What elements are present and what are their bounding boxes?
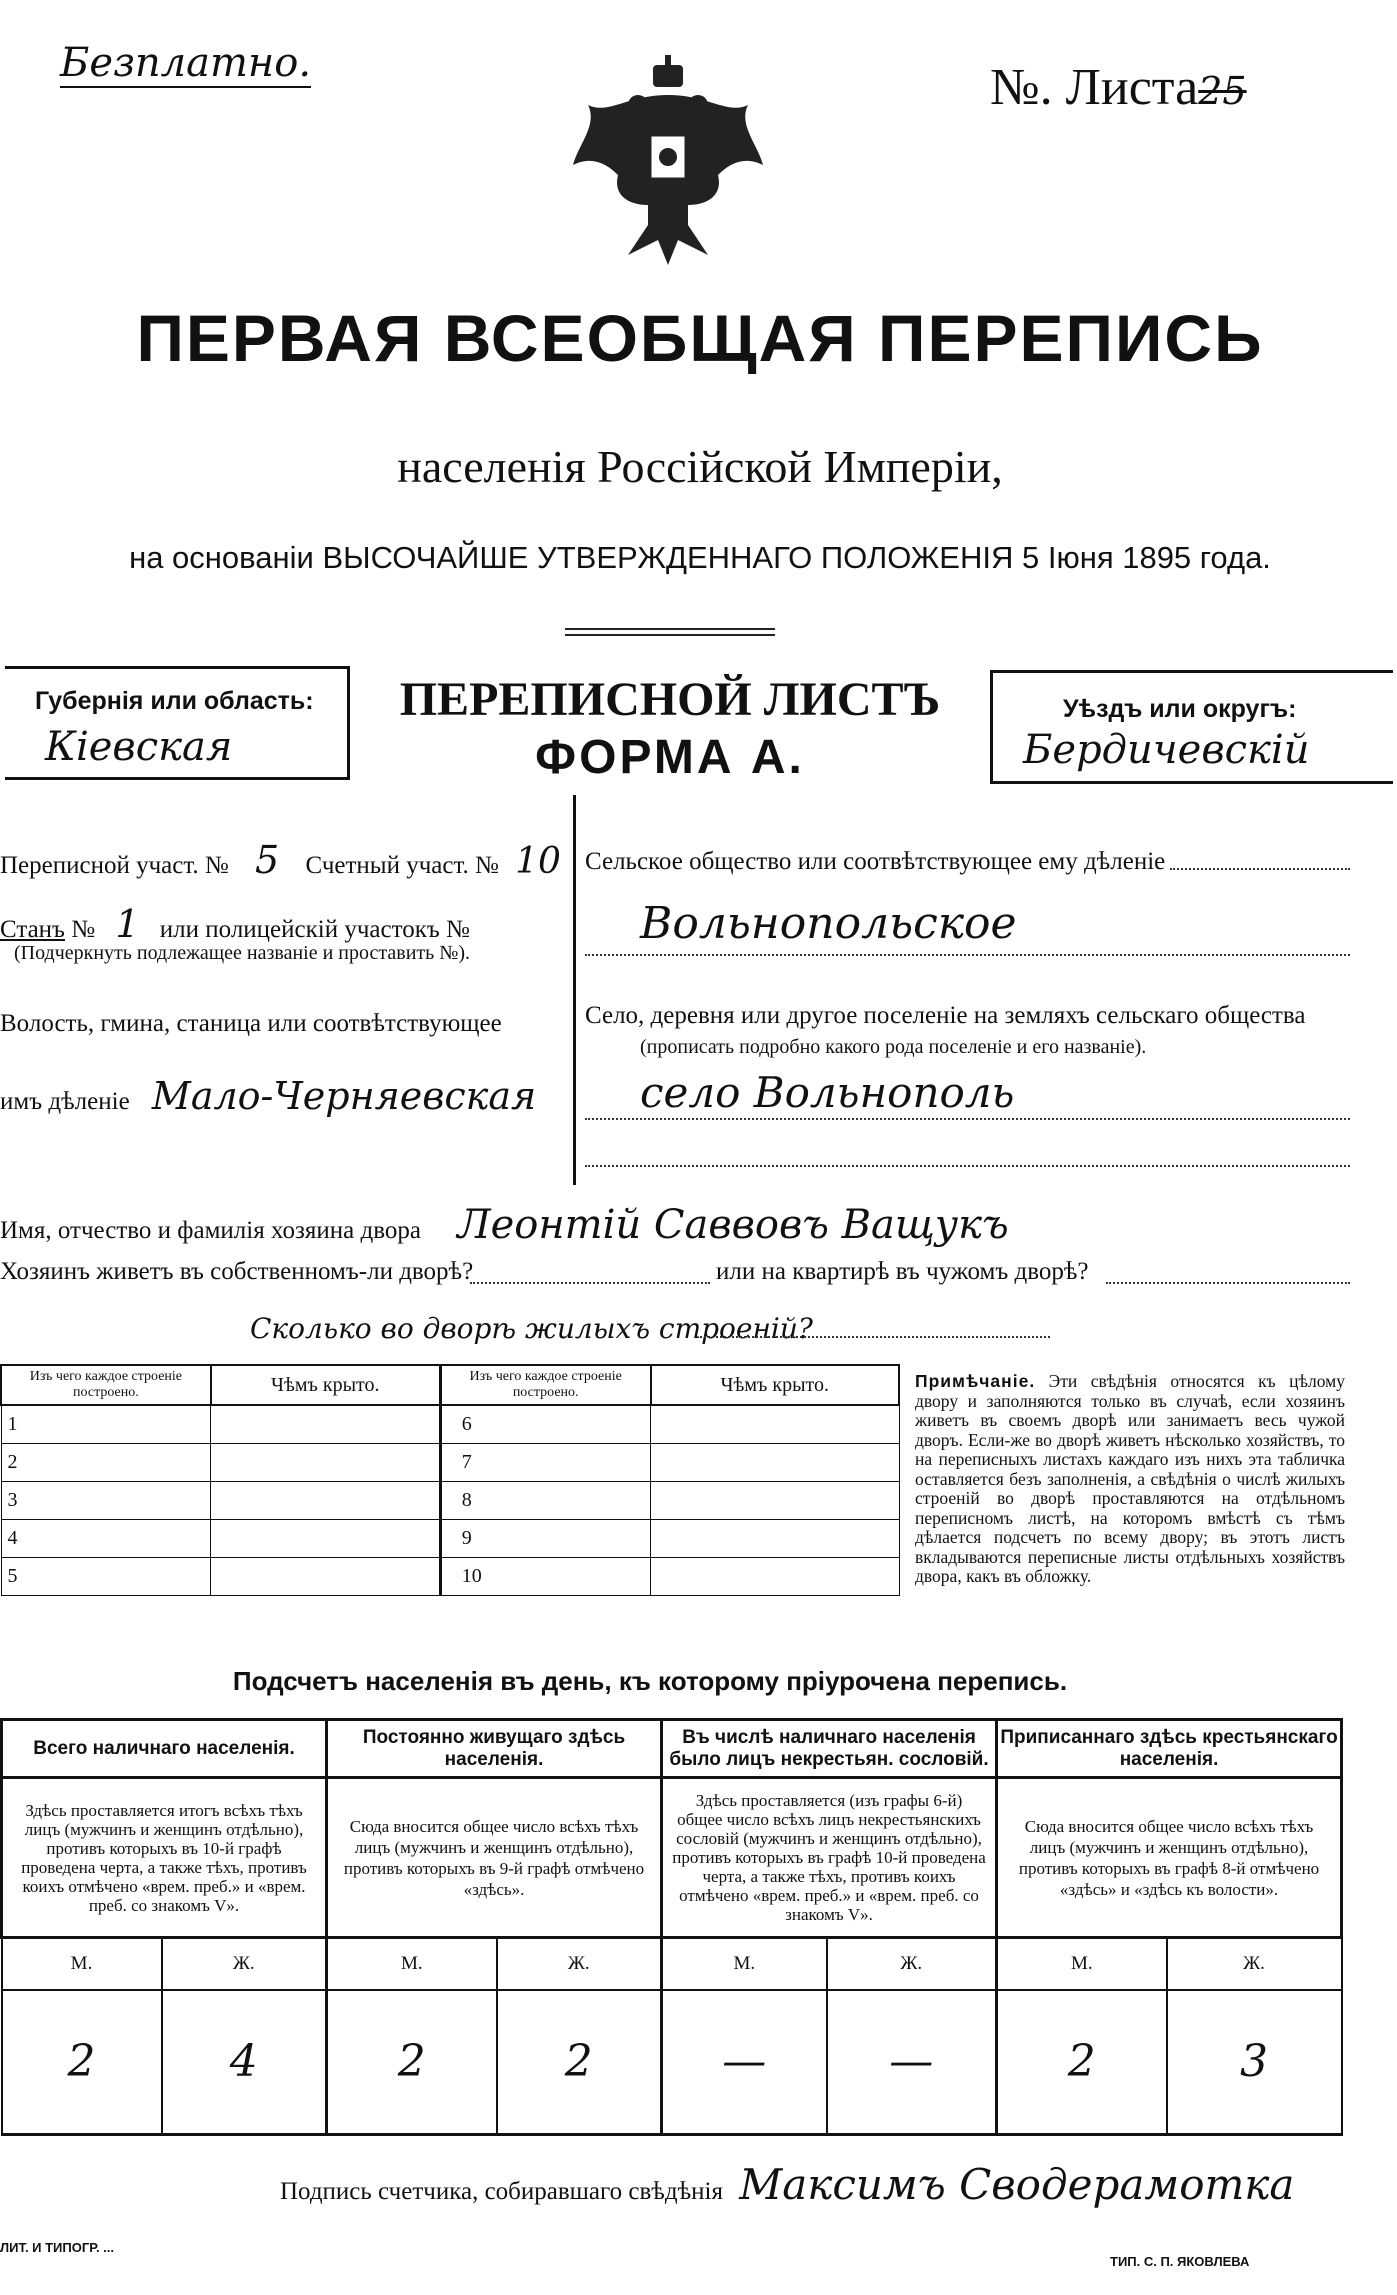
sheet-number-value: 25 bbox=[1198, 69, 1247, 113]
village-line-2 bbox=[585, 1165, 1350, 1167]
col-nonpeasant-header: Въ числѣ наличнаго населенія было лицъ некрестьян. сословій. bbox=[662, 1720, 997, 1778]
buildings-question: Сколько во дворѣ жилыхъ строеній? bbox=[250, 1312, 813, 1345]
uezd-label: Уѣздъ или округъ: bbox=[1063, 695, 1297, 723]
owner-apartment-label: или на квартирѣ въ чужомъ дворѣ? bbox=[716, 1258, 1089, 1285]
society-dots bbox=[1170, 868, 1350, 870]
free-label: Безплатно. bbox=[60, 40, 312, 86]
village-note: (прописать подробно какого рода поселеніе и его названіе). bbox=[640, 1036, 1147, 1058]
census-basis: на основаніи ВЫСОЧАЙШЕ УТВЕРЖДЕННАГО ПОЛОЖЕНІЯ 5 Іюня 1895 года. bbox=[129, 540, 1271, 575]
m-label-3: М. bbox=[662, 1938, 827, 1990]
signature-label: Подпись счетчика, собиравшаго свѣдѣнія bbox=[280, 2178, 723, 2205]
m-label-4: М. bbox=[997, 1938, 1167, 1990]
gubernia-value: Кіевская bbox=[45, 724, 233, 770]
village-value: село Вольнополь bbox=[640, 1068, 1015, 1117]
nonpeasant-f-value: — bbox=[827, 1990, 997, 2135]
volost-value: Мало-Черняевская bbox=[151, 1074, 537, 1118]
permanent-m-value: 2 bbox=[327, 1990, 497, 2135]
count-district-label: Счетный участ. № bbox=[305, 852, 499, 879]
col-total-desc: Здѣсь проставляется итогъ всѣхъ тѣхъ лицъ (мужчинъ и женщинъ отдѣльно), противъ которыхъ въ 10-й графѣ проведена черта, а также тѣхъ, противъ коихъ отмѣчено «врем. преб.» и «врем. преб. со знакомъ V». bbox=[2, 1778, 327, 1938]
sheet-label-text: №. Листа bbox=[990, 59, 1199, 116]
owner-name-label: Имя, отчество и фамилія хозяина двора bbox=[0, 1217, 421, 1244]
stan-value: 1 bbox=[115, 902, 140, 946]
col-material-2: Изъ чего каждое строеніе построено. bbox=[440, 1365, 650, 1405]
sheet-number-label bbox=[990, 58, 1247, 117]
owner-lives-label: Хозяинъ живетъ въ собственномъ-ли дворѣ? bbox=[0, 1258, 474, 1285]
m-label-2: М. bbox=[327, 1938, 497, 1990]
census-district-value: 5 bbox=[255, 838, 280, 882]
census-district-label: Переписной участ. № bbox=[0, 852, 229, 879]
total-m-value: 2 bbox=[2, 1990, 162, 2135]
volost-label2: имъ дѣленіе bbox=[0, 1088, 130, 1115]
uezd-value: Бердичевскій bbox=[1023, 727, 1310, 773]
imperial-eagle-emblem bbox=[568, 55, 768, 285]
total-f-value: 4 bbox=[162, 1990, 327, 2135]
row-2: 2 bbox=[1, 1443, 211, 1481]
row-4: 4 bbox=[1, 1519, 211, 1557]
row-3: 3 bbox=[1, 1481, 211, 1519]
population-title: Подсчетъ населенія въ день, къ которому пріурочена перепись. bbox=[232, 1666, 1068, 1696]
row-10: 10 bbox=[440, 1557, 650, 1595]
society-line bbox=[585, 954, 1350, 956]
owner-lives-dots bbox=[470, 1282, 710, 1284]
note-title: Примѣчаніе. bbox=[915, 1371, 1036, 1391]
signature-value: Максимъ Сводерамотка bbox=[739, 2160, 1295, 2209]
column-divider bbox=[573, 795, 576, 1185]
col-material: Изъ чего каждое строеніе построено. bbox=[1, 1365, 211, 1405]
village-label: Село, деревня или другое поселеніе на земляхъ сельскаго общества bbox=[585, 1002, 1306, 1029]
society-value: Вольнопольское bbox=[640, 898, 1017, 949]
village-line bbox=[585, 1118, 1350, 1120]
volost-line bbox=[0, 1074, 536, 1118]
count-district-value: 10 bbox=[515, 841, 561, 882]
buildings-table bbox=[0, 1364, 900, 1596]
population-table bbox=[0, 1718, 1343, 2136]
underline-note: (Подчеркнуть подлежащее названіе и проставить №). bbox=[14, 942, 470, 964]
uezd-box bbox=[990, 670, 1393, 784]
district-line bbox=[0, 838, 571, 882]
row-5: 5 bbox=[1, 1557, 211, 1595]
row-7: 7 bbox=[440, 1443, 650, 1481]
f-label-2: Ж. bbox=[497, 1938, 662, 1990]
f-label-1: Ж. bbox=[162, 1938, 327, 1990]
census-title: ПЕРВАЯ ВСЕОБЩАЯ ПЕРЕПИСЬ bbox=[136, 301, 1264, 375]
printer-left: ЛИТ. И ТИПОГР. ... bbox=[0, 2240, 115, 2255]
form-subtitle: ФОРМА А. bbox=[535, 731, 805, 784]
stan-label: Станъ bbox=[0, 916, 65, 943]
row-8: 8 bbox=[440, 1481, 650, 1519]
peasant-f-value: 3 bbox=[1167, 1990, 1342, 2135]
printer-right: ТИП. С. П. ЯКОВЛЕВА bbox=[1110, 2254, 1250, 2269]
permanent-f-value: 2 bbox=[497, 1990, 662, 2135]
nonpeasant-m-value: — bbox=[662, 1990, 827, 2135]
col-permanent-desc: Сюда вносится общее число всѣхъ тѣхъ лицъ (мужчинъ и женщинъ отдѣльно), противъ которыхъ въ 9-й графѣ отмѣчено «здѣсь». bbox=[327, 1778, 662, 1938]
row-9: 9 bbox=[440, 1519, 650, 1557]
gubernia-label: Губернія или область: bbox=[35, 687, 314, 715]
signature-line bbox=[280, 2160, 1294, 2209]
col-peasant-header: Приписаннаго здѣсь крестьянскаго населенія. bbox=[997, 1720, 1342, 1778]
peasant-m-value: 2 bbox=[997, 1990, 1167, 2135]
f-label-3: Ж. bbox=[827, 1938, 997, 1990]
stan-line bbox=[0, 902, 470, 946]
note-text: Эти свѣдѣнія относятся къ цѣлому двору и заполняются только въ случаѣ, если хозяинъ живетъ въ своемъ дворѣ или занимаетъ весь чужой дворъ. Если-же во дворѣ живетъ нѣсколько хозяйствъ, то на переписныхъ листахъ каждаго изъ нихъ эта табличка оставляется безъ заполненія, а свѣдѣнія о числѣ жилыхъ строеній во дворѣ проставляются на отдѣльномъ переписномъ листѣ, на которомъ вмѣстѣ съ тѣмъ дѣлается подсчетъ по всему двору; въ этотъ листъ вкладываются переписные листы отдѣльныхъ хозяйствъ двора, какъ въ обложку. bbox=[915, 1371, 1345, 1586]
col-roof: Чѣмъ крыто. bbox=[211, 1365, 440, 1405]
buildings-dots bbox=[700, 1336, 1050, 1338]
owner-apartment-dots bbox=[1106, 1282, 1350, 1284]
police-label: или полицейскій участокъ № bbox=[159, 916, 470, 943]
col-total-header: Всего наличнаго населенія. bbox=[2, 1720, 327, 1778]
owner-name-value: Леонтій Саввовъ Ващукъ bbox=[457, 1202, 1009, 1248]
ornament-divider bbox=[565, 628, 775, 636]
row-1: 1 bbox=[1, 1405, 211, 1443]
stan-no: № bbox=[71, 916, 96, 943]
row-6: 6 bbox=[440, 1405, 650, 1443]
note-block bbox=[915, 1372, 1345, 1587]
col-peasant-desc: Сюда вносится общее число всѣхъ тѣхъ лицъ (мужчинъ и женщинъ отдѣльно), противъ которыхъ въ графѣ 8-й отмѣчено «здѣсь» и «здѣсь къ волости». bbox=[997, 1778, 1342, 1938]
gubernia-box bbox=[5, 666, 350, 780]
owner-name-line bbox=[0, 1202, 1009, 1248]
f-label-4: Ж. bbox=[1167, 1938, 1342, 1990]
col-roof-2: Чѣмъ крыто. bbox=[651, 1365, 899, 1405]
m-label-1: М. bbox=[2, 1938, 162, 1990]
census-subtitle: населенія Россійской Имперіи, bbox=[397, 441, 1003, 492]
volost-label: Волость, гмина, станица или соотвѣтствующее bbox=[0, 1010, 502, 1037]
col-nonpeasant-desc: Здѣсь проставляется (изъ графы 6-й) общее число всѣхъ лицъ некрестьянскихъ сословій (мужчинъ и женщинъ отдѣльно), противъ которыхъ въ графѣ 10-й проведена черта, а также тѣхъ, противъ коихъ отмѣчено «врем. преб.» и «врем. преб. со знакомъ V». bbox=[662, 1778, 997, 1938]
form-title: ПЕРЕПИСНОЙ ЛИСТЪ bbox=[399, 673, 941, 726]
society-label: Сельское общество или соотвѣтствующее ему дѣленіе bbox=[585, 848, 1166, 875]
col-permanent-header: Постоянно живущаго здѣсь населенія. bbox=[327, 1720, 662, 1778]
